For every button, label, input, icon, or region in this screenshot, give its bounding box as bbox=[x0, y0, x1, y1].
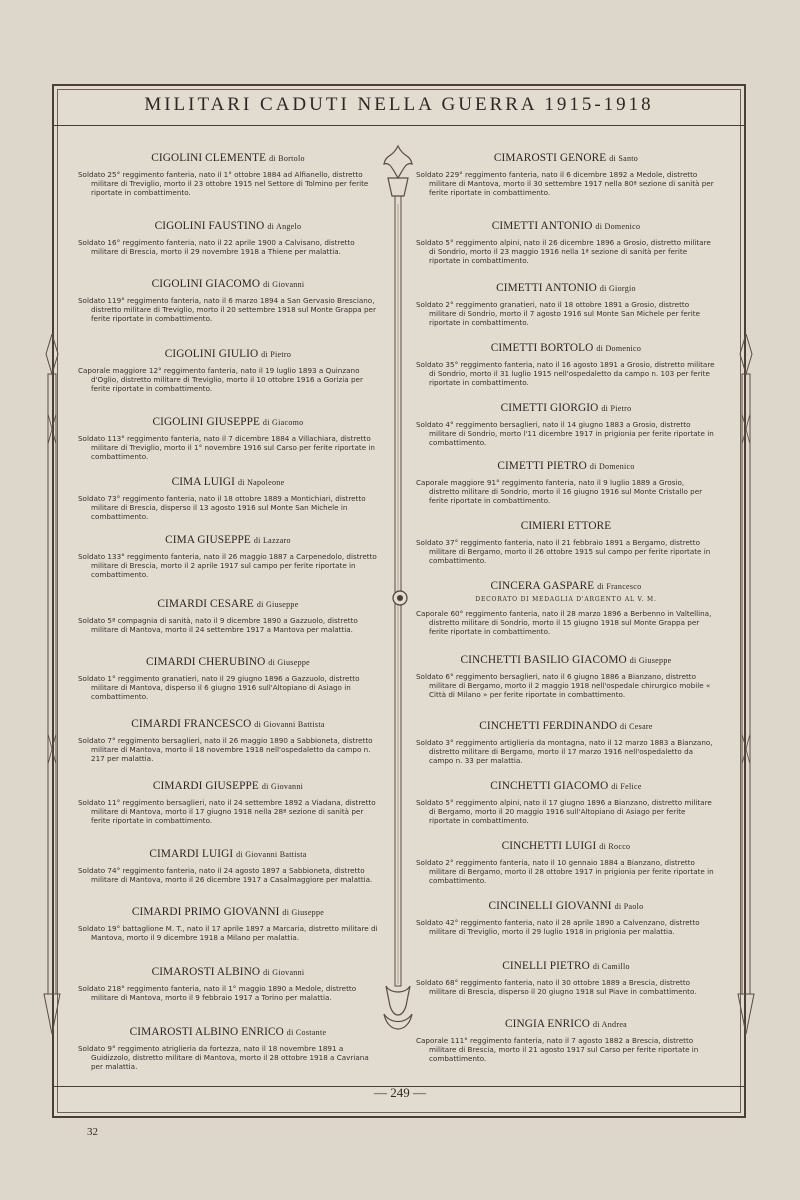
list-item bbox=[78, 220, 378, 256]
soldier-record: Soldato 25° reggimento fanteria, nato il 1° ottobre 1884 ad Alfianello, distretto militare di Treviglio, morto il 23 ottobre 1915 nel Settore di Tolmino per ferite riportate in combattimento. bbox=[78, 170, 369, 197]
medal-icon bbox=[392, 590, 408, 606]
list-item bbox=[78, 780, 378, 825]
soldier-record: Soldato 73° reggimento fanteria, nato il 18 ottobre 1889 a Montichiari, distretto militare di Brescia, disperso il 13 agosto 1916 sul Monte San Michele in combattimento. bbox=[78, 494, 366, 521]
list-item bbox=[78, 718, 378, 763]
soldier-record: Caporale maggiore 91° reggimento fanteria, nato il 9 luglio 1889 a Grosio, distretto militare di Sondrio, morto il 16 giugno 1916 sul Monte Cristallo per ferite riportate in combattimento. bbox=[416, 478, 703, 505]
list-item bbox=[78, 476, 378, 521]
spear-ornament-right bbox=[734, 334, 758, 1054]
soldier-record: Soldato 11° reggimento bersaglieri, nato il 24 settembre 1892 a Viadana, distretto militare di Mantova, morto il 17 giugno 1918 nella 28ª sezione di sanità per ferite riportate in combattimento. bbox=[78, 798, 376, 825]
list-item bbox=[78, 416, 378, 461]
soldier-name: CINELLI PIETRO di Camillo bbox=[502, 960, 630, 972]
soldier-name: CINCHETTI FERDINANDO di Cesare bbox=[479, 720, 653, 732]
soldier-record: Soldato 9° reggimento atriglieria da fortezza, nato il 18 novembre 1891 a Guidizzolo, distretto militare di Mantova, morto il 28 ottobre 1918 a Cavriana per malattia. bbox=[78, 1044, 369, 1071]
list-item bbox=[416, 220, 716, 265]
soldier-name: CIGOLINI CLEMENTE di Bortolo bbox=[151, 152, 305, 164]
soldier-name: CIMA LUIGI di Napoleone bbox=[171, 476, 285, 488]
list-item bbox=[416, 900, 716, 936]
soldier-name: CINCHETTI GIACOMO di Felice bbox=[490, 780, 642, 792]
list-item bbox=[416, 960, 716, 996]
soldier-record: Caporale 60° reggimento fanteria, nato il 28 marzo 1896 a Berbenno in Valtellina, distretto militare di Sondrio, morto il 15 giugno 1918 sul Monte Grappa per ferite riportate in combattimento. bbox=[416, 609, 712, 636]
soldier-record: Soldato 5ª compagnia di sanità, nato il 9 dicembre 1890 a Gazzuolo, distretto militare di Mantova, morto il 24 settembre 1917 a Mantova per malattia. bbox=[78, 616, 358, 634]
soldier-record: Soldato 133° reggimento fanteria, nato il 26 maggio 1887 a Carpenedolo, distretto militare di Brescia, morto il 2 aprile 1917 sul campo per ferite riportate in combattimento. bbox=[78, 552, 377, 579]
soldier-name: CIMETTI GIORGIO di Pietro bbox=[500, 402, 632, 414]
soldier-name: CIGOLINI GIULIO di Pietro bbox=[164, 348, 292, 360]
soldier-record: Caporale 111° reggimento fanteria, nato il 7 agosto 1882 a Brescia, distretto militare di Brescia, morto il 21 agosto 1917 sul Carso per ferite riportate in combattimento. bbox=[416, 1036, 699, 1063]
soldier-record: Soldato 229° reggimento fanteria, nato il 6 dicembre 1892 a Medole, distretto militare di Mantova, morto il 30 settembre 1917 nella 80ª sezione di sanità per ferite riportate in combattimento. bbox=[416, 170, 714, 197]
soldier-record: Soldato 5° reggimento alpini, nato il 17 giugno 1896 a Bianzano, distretto militare di Bergamo, morto il 20 maggio 1916 sull'Altopiano di Asiago per ferite riportate in combattimento. bbox=[416, 798, 712, 825]
list-item bbox=[78, 348, 378, 393]
soldier-record: Soldato 2° reggimento granatieri, nato il 18 ottobre 1891 a Grosio, distretto militare di Sondrio, morto il 7 agosto 1916 sul Monte San Michele per ferite riportate in combattimento. bbox=[416, 300, 701, 327]
soldier-name: CINCINELLI GIOVANNI di Paolo bbox=[488, 900, 644, 912]
soldier-record: Soldato 7° reggimento bersaglieri, nato il 26 maggio 1890 a Sabbioneta, distretto militare di Mantova, morto il 18 novembre 1918 nell'ospedaletto da campo n. 217 per malattia. bbox=[78, 736, 373, 763]
soldier-name: CIMETTI BORTOLO di Domenico bbox=[490, 342, 642, 354]
soldier-record: Soldato 119° reggimento fanteria, nato il 6 marzo 1894 a San Gervasio Bresciano, distretto militare di Treviglio, morto il 20 settembre 1918 sul Monte Grappa per ferite riportate in combattimento. bbox=[78, 296, 376, 323]
soldier-record: Soldato 113° reggimento fanteria, nato il 7 dicembre 1884 a Villachiara, distretto militare di Treviglio, morto il 1° novembre 1916 sul Carso per ferite riportate in combattimento. bbox=[78, 434, 375, 461]
spear-ornament-left bbox=[40, 334, 64, 1054]
list-item bbox=[416, 460, 716, 505]
list-item bbox=[416, 402, 716, 447]
soldier-name: CIMARDI CHERUBINO di Giuseppe bbox=[145, 656, 311, 668]
soldier-name: CIGOLINI GIUSEPPE di Giacomo bbox=[152, 416, 304, 428]
soldier-name: CIMETTI ANTONIO di Giorgio bbox=[496, 282, 636, 294]
soldier-record: Soldato 2° reggimento fanteria, nato il 10 gennaio 1884 a Bianzano, distretto militare di Bergamo, morto il 28 ottobre 1917 in prigionia per ferite riportate in combattimento. bbox=[416, 858, 714, 885]
list-item bbox=[416, 580, 716, 636]
soldier-name: CIMAROSTI ALBINO ENRICO di Costante bbox=[129, 1026, 327, 1038]
soldier-name: CIMARDI CESARE di Giuseppe bbox=[157, 598, 299, 610]
soldier-name: CIMIERI ETTORE bbox=[520, 520, 612, 532]
soldier-record: Soldato 19° battaglione M. T., nato il 17 aprile 1897 a Marcaria, distretto militare di Mantova, morto il 9 dicembre 1918 a Milano per malattia. bbox=[78, 924, 378, 942]
list-item bbox=[78, 534, 378, 579]
soldier-record: Soldato 42° reggimento fanteria, nato il 28 aprile 1890 a Calvenzano, distretto militare di Treviglio, morto il 29 luglio 1918 in prigionia per malattia. bbox=[416, 918, 700, 936]
soldier-record: Soldato 3° reggimento artiglieria da montagna, nato il 12 marzo 1883 a Bianzano, distretto militare di Bergamo, morto il 17 marzo 1916 nell'ospedaletto da campo n. 33 per malattia. bbox=[416, 738, 713, 765]
soldier-record: Soldato 218° reggimento fanteria, nato il 1° maggio 1890 a Medole, distretto militare di Mantova, morto il 9 febbraio 1917 a Torino per malattia. bbox=[78, 984, 357, 1002]
list-item bbox=[416, 520, 716, 565]
soldier-name: CIMETTI PIETRO di Domenico bbox=[497, 460, 635, 472]
soldier-record: Soldato 1° reggimento granatieri, nato il 29 giugno 1896 a Gazzuolo, distretto militare di Mantova, disperso il 6 giugno 1916 sull'Altopiano di Asiago in combattimento. bbox=[78, 674, 360, 701]
soldier-name: CINCHETTI LUIGI di Rocco bbox=[501, 840, 631, 852]
list-item bbox=[78, 152, 378, 197]
soldier-name: CIMARDI LUIGI di Giovanni Battista bbox=[149, 848, 307, 860]
soldier-name: CIMAROSTI ALBINO di Giovanni bbox=[151, 966, 305, 978]
soldier-name: CIMARDI GIUSEPPE di Giovanni bbox=[152, 780, 304, 792]
page-title: MILITARI CADUTI NELLA GUERRA 1915-1918 bbox=[144, 93, 654, 115]
soldier-name: CIMARDI FRANCESCO di Giovanni Battista bbox=[131, 718, 325, 730]
soldier-name: CIMETTI ANTONIO di Domenico bbox=[491, 220, 641, 232]
soldier-name: CIGOLINI FAUSTINO di Angelo bbox=[154, 220, 302, 232]
list-item bbox=[416, 720, 716, 765]
folio-number: 32 bbox=[87, 1126, 98, 1138]
list-item bbox=[416, 282, 716, 327]
soldier-record: Soldato 35° reggimento fanteria, nato il 16 agosto 1891 a Grosio, distretto militare di Sondrio, morto il 31 luglio 1915 nell'ospedaletto da campo n. 103 per ferite riportate in combattimento. bbox=[416, 360, 715, 387]
list-item bbox=[78, 848, 378, 884]
list-item bbox=[78, 966, 378, 1002]
soldier-name: CINCHETTI BASILIO GIACOMO di Giuseppe bbox=[460, 654, 672, 666]
soldier-record: Soldato 4° reggimento bersaglieri, nato il 14 giugno 1883 a Grosio, distretto militare di Sondrio, morto l'11 dicembre 1917 in prigionia per ferite riportate in combattimento. bbox=[416, 420, 714, 447]
list-item bbox=[78, 278, 378, 323]
list-item bbox=[416, 1018, 716, 1063]
soldier-record: Soldato 16° reggimento fanteria, nato il 22 aprile 1900 a Calvisano, distretto militare di Brescia, morto il 29 novembre 1918 a Thiene per malattia. bbox=[78, 238, 355, 256]
page-header bbox=[52, 84, 746, 126]
list-item bbox=[416, 342, 716, 387]
list-item bbox=[416, 654, 716, 699]
list-item bbox=[78, 906, 378, 942]
soldier-name: CIGOLINI GIACOMO di Giovanni bbox=[151, 278, 305, 290]
list-item bbox=[78, 1026, 378, 1071]
list-item bbox=[416, 152, 716, 197]
soldier-name: CINGIA ENRICO di Andrea bbox=[504, 1018, 628, 1030]
soldier-name: CIMA GIUSEPPE di Lazzaro bbox=[165, 534, 291, 546]
soldier-name: CINCERA GASPARE di Francesco bbox=[490, 580, 642, 592]
soldier-record: Caporale maggiore 12° reggimento fanteria, nato il 19 luglio 1893 a Quinzano d'Oglio, distretto militare di Treviglio, morto il 10 ottobre 1916 a Gorizia per ferite riportate in combattimento. bbox=[78, 366, 363, 393]
list-item bbox=[78, 598, 378, 634]
soldier-name: CIMAROSTI GENORE di Santo bbox=[493, 152, 639, 164]
soldier-record: Soldato 68° reggimento fanteria, nato il 30 ottobre 1889 a Brescia, distretto militare di Brescia, disperso il 20 giugno 1918 sul Piave in combattimento. bbox=[416, 978, 697, 996]
soldier-record: Soldato 37° reggimento fanteria, nato il 21 febbraio 1891 a Bergamo, distretto militare di Bergamo, morto il 26 ottobre 1915 sul campo per ferite riportate in combattimento. bbox=[416, 538, 711, 565]
soldier-record: Soldato 6° reggimento bersaglieri, nato il 6 giugno 1886 a Bianzano, distretto militare di Bergamo, morto il 2 maggio 1918 nell'ospedale chirurgico mobile « Città di Milano » per ferite riportate in combattimento. bbox=[416, 672, 711, 699]
soldier-record: Soldato 74° reggimento fanteria, nato il 24 agosto 1897 a Sabbioneta, distretto militare di Mantova, morto il 26 dicembre 1917 a Casalmaggiore per malattia. bbox=[78, 866, 373, 884]
list-item bbox=[416, 840, 716, 885]
soldier-record: Soldato 5° reggimento alpini, nato il 26 dicembre 1896 a Grosio, distretto militare di Sondrio, morto il 23 maggio 1916 nella 1ª sezione di sanità per ferite riportate in combattimento. bbox=[416, 238, 711, 265]
list-item bbox=[416, 780, 716, 825]
page-number: — 249 — bbox=[374, 1085, 426, 1100]
decoration-note: DECORATO DI MEDAGLIA D'ARGENTO AL V. M. bbox=[475, 596, 657, 603]
soldier-name: CIMARDI PRIMO GIOVANNI di Giuseppe bbox=[131, 906, 325, 918]
list-item bbox=[78, 656, 378, 701]
